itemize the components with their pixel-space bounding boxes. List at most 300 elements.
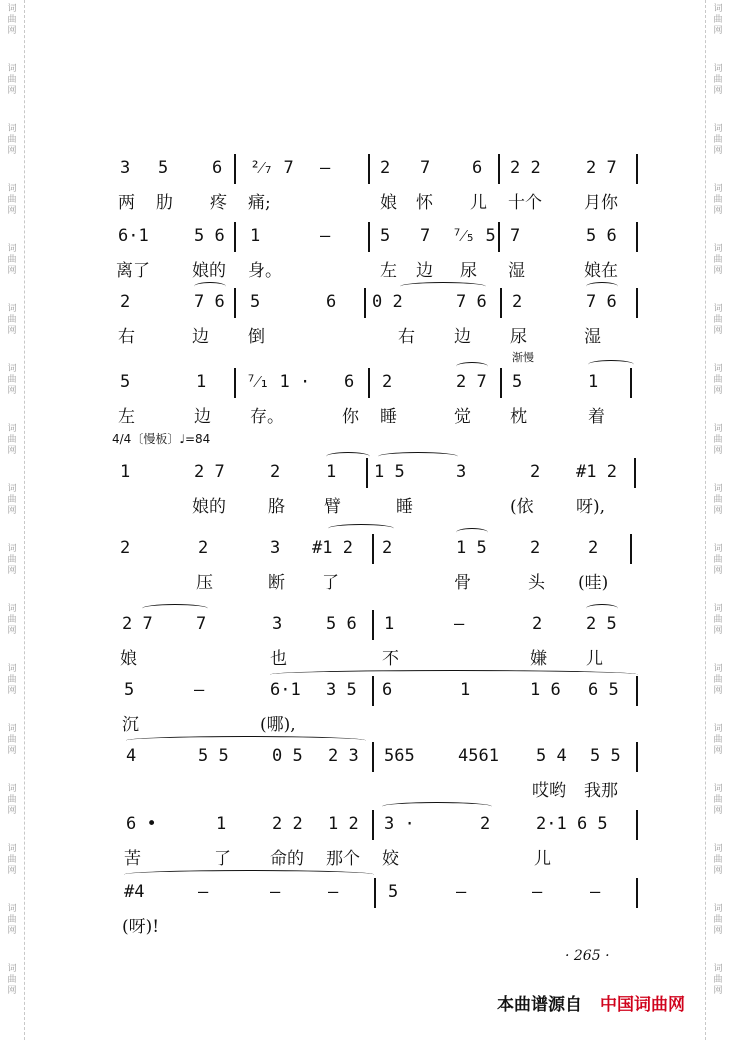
note: 3 — [120, 158, 131, 178]
watermark-char: 词 — [713, 964, 723, 974]
note: 2 — [382, 538, 393, 558]
watermark-group — [706, 364, 730, 397]
watermark-group — [706, 64, 730, 97]
lyric-line — [110, 188, 640, 214]
lyric: 怀 — [416, 193, 433, 213]
bar-line — [498, 222, 500, 252]
watermark-char: 词 — [7, 124, 17, 134]
watermark-group — [706, 184, 730, 217]
slur — [456, 362, 488, 371]
slur — [586, 604, 618, 613]
watermark-group — [706, 964, 730, 997]
lyric: 痛; — [248, 193, 271, 213]
lyric-line — [110, 644, 640, 670]
note: 1 — [588, 372, 599, 392]
note: 3 — [456, 462, 467, 482]
lyric: 臂 — [324, 497, 341, 517]
note: 2 — [512, 292, 523, 312]
watermark-group — [0, 4, 24, 37]
bar-line — [366, 458, 368, 488]
watermark-group — [706, 424, 730, 457]
note: 2 3 — [328, 746, 359, 766]
lyric: 月你 — [584, 193, 618, 213]
note: 6 — [326, 292, 337, 312]
slur — [328, 524, 394, 533]
bar-line — [498, 154, 500, 184]
notation-line — [110, 614, 640, 640]
watermark-group — [0, 664, 24, 697]
lyric-line — [110, 322, 640, 348]
lyric: 疼 — [210, 193, 227, 213]
note: 5 — [380, 226, 391, 246]
notation-line — [110, 746, 640, 772]
note: — — [194, 680, 205, 700]
note: 2 — [530, 538, 541, 558]
lyric: 存。 — [250, 407, 284, 427]
watermark-char: 曲 — [713, 75, 723, 85]
watermark-group — [0, 124, 24, 157]
lyric: 压 — [196, 573, 213, 593]
watermark-char: 曲 — [713, 315, 723, 325]
watermark-group — [706, 124, 730, 157]
note: 5 — [250, 292, 261, 312]
slur — [124, 870, 374, 879]
watermark-char: 网 — [713, 146, 723, 156]
watermark-char: 词 — [7, 64, 17, 74]
notation-line — [110, 372, 640, 398]
bar-line — [372, 534, 374, 564]
bar-line — [636, 676, 638, 706]
lyric: 左 — [380, 261, 397, 281]
watermark-char: 网 — [7, 206, 17, 216]
note: 5 6 — [194, 226, 225, 246]
lyric: 十个 — [508, 193, 542, 213]
watermark-char: 词 — [713, 664, 723, 674]
lyric: 边 — [416, 261, 433, 281]
watermark-group — [706, 604, 730, 637]
note: 1 — [196, 372, 207, 392]
watermark-char: 曲 — [7, 315, 17, 325]
note: 4 — [126, 746, 137, 766]
lyric: 呀), — [576, 497, 606, 517]
watermark-group — [0, 724, 24, 757]
watermark-char: 曲 — [7, 615, 17, 625]
watermark-group — [0, 544, 24, 577]
lyric: 命的 — [270, 849, 304, 869]
bar-line — [636, 154, 638, 184]
watermark-char: 网 — [7, 26, 17, 36]
lyric: 儿 — [470, 193, 487, 213]
watermark-char: 网 — [713, 266, 723, 276]
note: 5 — [388, 882, 399, 902]
watermark-char: 词 — [713, 844, 723, 854]
note: 1 6 — [530, 680, 561, 700]
watermark-char: 网 — [713, 326, 723, 336]
lyric: 了 — [322, 573, 339, 593]
lyric: 断 — [268, 573, 285, 593]
watermark-char: 曲 — [713, 195, 723, 205]
watermark-char: 网 — [713, 446, 723, 456]
bar-line — [500, 288, 502, 318]
tempo-change-mark: 渐慢 — [512, 351, 534, 364]
lyric: 娘的 — [192, 261, 226, 281]
watermark-char: 词 — [713, 724, 723, 734]
lyric: (呀)! — [122, 917, 160, 937]
note: 2 7 — [586, 158, 617, 178]
watermark-char: 网 — [7, 626, 17, 636]
watermark-char: 网 — [713, 206, 723, 216]
watermark-group — [0, 484, 24, 517]
note: 2 — [120, 538, 131, 558]
note: 3 · — [384, 814, 415, 834]
bar-line — [372, 610, 374, 640]
watermark-char: 曲 — [713, 255, 723, 265]
watermark-char: 网 — [713, 926, 723, 936]
watermark-char: 网 — [713, 86, 723, 96]
bar-line — [234, 288, 236, 318]
watermark-char: 词 — [713, 784, 723, 794]
note: 5 5 — [198, 746, 229, 766]
lyric: 湿 — [584, 327, 601, 347]
note: 1 5 — [374, 462, 405, 482]
watermark-char: 网 — [7, 986, 17, 996]
watermark-char: 曲 — [713, 555, 723, 565]
watermark-char: 曲 — [7, 195, 17, 205]
watermark-group — [706, 4, 730, 37]
lyric: 肋 — [156, 193, 173, 213]
lyric: 我那 — [584, 781, 618, 801]
note: ⁷⁄₁ 1 · — [246, 372, 311, 392]
lyric: 两 — [118, 193, 135, 213]
lyric: 睡 — [396, 497, 413, 517]
lyric-line — [110, 492, 640, 518]
lyric: 尿 — [510, 327, 527, 347]
watermark-char: 词 — [7, 184, 17, 194]
watermark-group — [706, 544, 730, 577]
slur — [126, 736, 366, 745]
watermark-char: 网 — [7, 146, 17, 156]
watermark-group — [706, 244, 730, 277]
watermark-char: 网 — [713, 26, 723, 36]
note: 2 — [380, 158, 391, 178]
note: — — [454, 614, 465, 634]
note: 2 5 — [586, 614, 617, 634]
lyric: 儿 — [534, 849, 551, 869]
watermark-char: 词 — [713, 124, 723, 134]
page-number: · 265 · — [565, 948, 610, 964]
note: 2 2 — [510, 158, 541, 178]
notation-line — [110, 538, 640, 564]
watermark-char: 词 — [7, 784, 17, 794]
note: 1 — [326, 462, 337, 482]
bar-line — [636, 288, 638, 318]
watermark-group — [0, 184, 24, 217]
watermark-char: 网 — [713, 626, 723, 636]
note: 7 6 — [194, 292, 225, 312]
watermark-char: 词 — [7, 244, 17, 254]
watermark-char: 曲 — [7, 555, 17, 565]
note: 2 — [198, 538, 209, 558]
note: 2 — [120, 292, 131, 312]
watermark-char: 网 — [7, 86, 17, 96]
note: 3 5 — [326, 680, 357, 700]
watermark-char: 曲 — [713, 135, 723, 145]
watermark-char: 曲 — [7, 375, 17, 385]
lyric: 了 — [214, 849, 231, 869]
note: 1 2 — [328, 814, 359, 834]
lyric: 那个 — [326, 849, 360, 869]
note: — — [320, 158, 331, 178]
bar-line — [234, 222, 236, 252]
lyric: 左 — [118, 407, 135, 427]
bar-line — [500, 368, 502, 398]
lyric: (哪), — [260, 715, 296, 735]
watermark-group — [706, 484, 730, 517]
watermark-char: 曲 — [713, 855, 723, 865]
note: ⁷⁄₅ 5 — [452, 226, 496, 246]
watermark-char: 曲 — [713, 15, 723, 25]
note: 2 — [530, 462, 541, 482]
note: 2 — [480, 814, 491, 834]
note: 1 — [460, 680, 471, 700]
note: 7 6 — [586, 292, 617, 312]
note: 6·1 — [270, 680, 301, 700]
watermark-char: 词 — [713, 64, 723, 74]
lyric: 着 — [588, 407, 605, 427]
note: 7 — [420, 158, 431, 178]
lyric: 离了 — [116, 261, 150, 281]
watermark-char: 曲 — [7, 435, 17, 445]
slur — [588, 360, 634, 369]
left-margin-watermark — [0, 0, 25, 1040]
watermark-char: 曲 — [713, 435, 723, 445]
note: #1 2 — [576, 462, 617, 482]
note: — — [270, 882, 281, 902]
watermark-group — [0, 964, 24, 997]
watermark-char: 词 — [713, 424, 723, 434]
note: — — [456, 882, 467, 902]
lyric: 沉 — [122, 715, 139, 735]
lyric: 儿 — [586, 649, 603, 669]
watermark-char: 词 — [7, 304, 17, 314]
watermark-group — [0, 604, 24, 637]
lyric: 边 — [192, 327, 209, 347]
watermark-char: 网 — [713, 386, 723, 396]
slur — [194, 282, 226, 291]
note: 5 4 — [536, 746, 567, 766]
note: — — [198, 882, 209, 902]
watermark-group — [706, 304, 730, 337]
bar-line — [372, 742, 374, 772]
lyric: 身。 — [248, 261, 282, 281]
slur — [456, 528, 488, 537]
watermark-char: 词 — [7, 424, 17, 434]
watermark-group — [706, 724, 730, 757]
watermark-char: 词 — [7, 484, 17, 494]
note: — — [328, 882, 339, 902]
watermark-char: 网 — [713, 806, 723, 816]
watermark-group — [706, 664, 730, 697]
note: 5 6 — [586, 226, 617, 246]
lyric: 哎哟 — [532, 781, 566, 801]
watermark-char: 词 — [7, 544, 17, 554]
note: 0 2 — [372, 292, 403, 312]
lyric: 枕 — [510, 407, 527, 427]
note: 0 5 — [272, 746, 303, 766]
source-footer — [497, 990, 685, 1015]
slur — [270, 670, 638, 679]
note: #4 — [124, 882, 145, 902]
lyric-line — [110, 256, 640, 282]
watermark-group — [706, 844, 730, 877]
lyric: 右 — [398, 327, 415, 347]
watermark-char: 曲 — [713, 615, 723, 625]
note: 1 — [384, 614, 395, 634]
bar-line — [636, 222, 638, 252]
lyric: 骨 — [454, 573, 471, 593]
note: 5 5 — [590, 746, 621, 766]
bar-line — [634, 458, 636, 488]
note: #1 2 — [312, 538, 353, 558]
note: 6 — [382, 680, 393, 700]
note: 2 — [270, 462, 281, 482]
note: 7 — [510, 226, 521, 246]
note: 6 • — [126, 814, 157, 834]
watermark-char: 词 — [7, 4, 17, 14]
lyric: 娘在 — [584, 261, 618, 281]
lyric: 也 — [270, 649, 287, 669]
watermark-char: 曲 — [7, 135, 17, 145]
notation-line — [110, 292, 640, 318]
watermark-char: 网 — [713, 566, 723, 576]
note: 5 — [120, 372, 131, 392]
watermark-group — [706, 784, 730, 817]
note: 5 6 — [326, 614, 357, 634]
watermark-char: 网 — [7, 506, 17, 516]
bar-line — [372, 676, 374, 706]
watermark-char: 曲 — [713, 495, 723, 505]
lyric: (哇) — [578, 573, 609, 593]
watermark-char: 词 — [713, 544, 723, 554]
note: 5 — [158, 158, 169, 178]
lyric: 不 — [382, 649, 399, 669]
notation-line — [110, 226, 640, 252]
note: 2 7 — [122, 614, 153, 634]
note: 2 — [382, 372, 393, 392]
lyric: 胳 — [268, 497, 285, 517]
note: 6 5 — [588, 680, 619, 700]
watermark-char: 曲 — [713, 375, 723, 385]
note: — — [532, 882, 543, 902]
note: 1 — [120, 462, 131, 482]
lyric-line — [110, 912, 640, 938]
watermark-group — [0, 64, 24, 97]
watermark-char: 曲 — [713, 915, 723, 925]
watermark-char: 网 — [713, 986, 723, 996]
lyric: 娘 — [120, 649, 137, 669]
note: 2·1 6 5 — [536, 814, 608, 834]
watermark-char: 曲 — [7, 675, 17, 685]
note: 6 — [212, 158, 223, 178]
lyric: 你 — [342, 407, 359, 427]
bar-line — [368, 222, 370, 252]
watermark-char: 曲 — [7, 255, 17, 265]
watermark-char: 网 — [7, 866, 17, 876]
watermark-char: 词 — [7, 844, 17, 854]
note: 1 — [216, 814, 227, 834]
note: 2 7 — [194, 462, 225, 482]
notation-line — [110, 158, 640, 184]
lyric: 头 — [528, 573, 545, 593]
watermark-char: 词 — [713, 364, 723, 374]
watermark-char: 曲 — [7, 15, 17, 25]
watermark-char: 词 — [7, 964, 17, 974]
watermark-group — [0, 424, 24, 457]
watermark-char: 曲 — [7, 795, 17, 805]
watermark-char: 曲 — [713, 975, 723, 985]
watermark-char: 词 — [7, 604, 17, 614]
note: 5 — [512, 372, 523, 392]
lyric: 倒 — [248, 327, 265, 347]
note: 6·1 — [118, 226, 149, 246]
lyric: 嫌 — [530, 649, 547, 669]
lyric-line — [110, 568, 640, 594]
note: ²⁄₇ 7 — [250, 158, 294, 178]
note: 7 — [420, 226, 431, 246]
watermark-group — [0, 784, 24, 817]
note: 7 — [196, 614, 207, 634]
lyric: 娘的 — [192, 497, 226, 517]
note: 2 2 — [272, 814, 303, 834]
watermark-char: 网 — [713, 866, 723, 876]
bar-line — [630, 368, 632, 398]
watermark-char: 词 — [713, 304, 723, 314]
watermark-char: 词 — [713, 244, 723, 254]
watermark-char: 网 — [7, 326, 17, 336]
lyric: 睡 — [380, 407, 397, 427]
lyric: 右 — [118, 327, 135, 347]
watermark-char: 网 — [7, 686, 17, 696]
lyric-line — [110, 710, 640, 736]
note: — — [590, 882, 601, 902]
lyric: 娘 — [380, 193, 397, 213]
bar-line — [630, 534, 632, 564]
lyric: 湿 — [508, 261, 525, 281]
bar-line — [636, 878, 638, 908]
lyric: 边 — [454, 327, 471, 347]
watermark-char: 曲 — [7, 855, 17, 865]
note: 7 6 — [456, 292, 487, 312]
watermark-char: 曲 — [7, 975, 17, 985]
watermark-char: 曲 — [713, 675, 723, 685]
watermark-char: 曲 — [7, 495, 17, 505]
watermark-char: 网 — [7, 746, 17, 756]
watermark-char: 网 — [713, 506, 723, 516]
note: — — [320, 226, 331, 246]
lyric: 苦 — [124, 849, 141, 869]
watermark-char: 曲 — [7, 735, 17, 745]
lyric: (依 — [510, 497, 534, 517]
watermark-char: 曲 — [7, 75, 17, 85]
watermark-group — [0, 904, 24, 937]
slur — [326, 452, 370, 461]
notation-line — [110, 680, 640, 706]
watermark-char: 网 — [7, 566, 17, 576]
lyric: 尿 — [460, 261, 477, 281]
lyric-line — [110, 776, 640, 802]
bar-line — [368, 154, 370, 184]
watermark-char: 网 — [7, 926, 17, 936]
